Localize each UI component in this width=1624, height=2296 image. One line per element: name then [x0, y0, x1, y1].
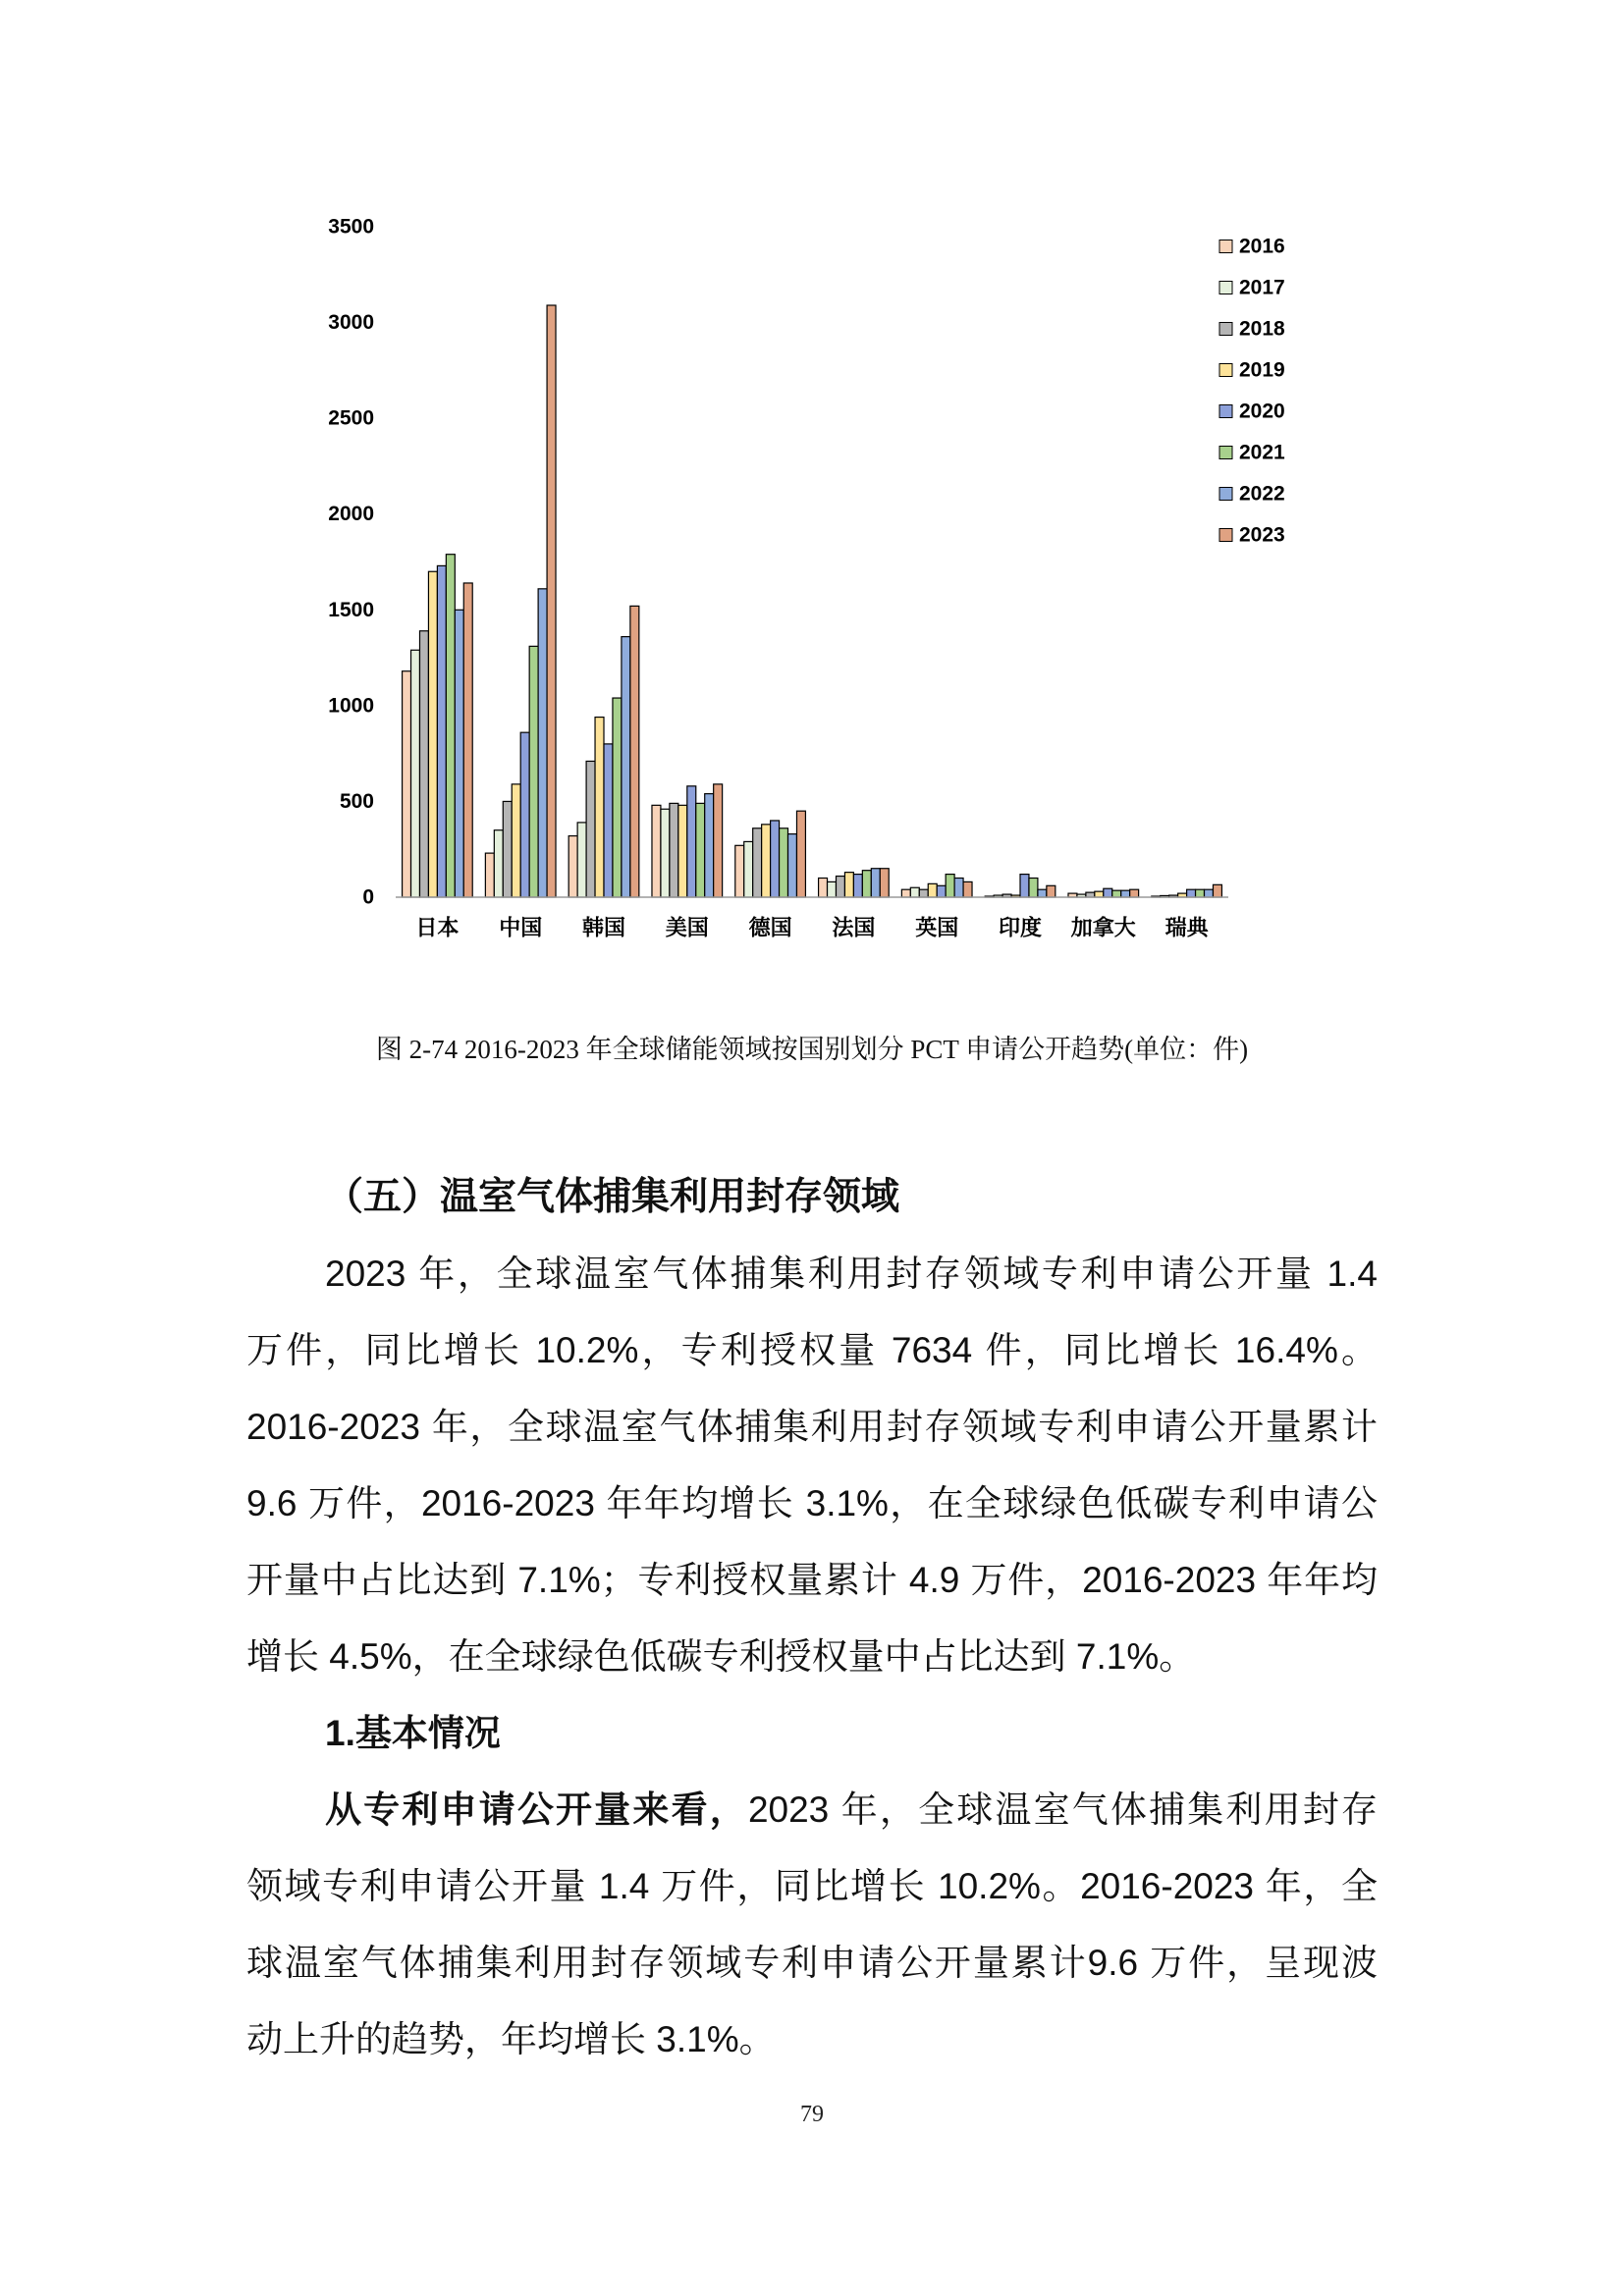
- x-category-label: 韩国: [581, 915, 626, 940]
- bar-1-2018: [503, 801, 512, 897]
- bar-5-2016: [819, 878, 828, 897]
- x-category-label: 英国: [915, 915, 959, 940]
- bar-9-2023: [1213, 884, 1221, 897]
- x-category-label: 印度: [998, 915, 1043, 940]
- x-category-label: 法国: [832, 915, 876, 940]
- bar-3-2021: [696, 803, 705, 897]
- bar-5-2018: [836, 877, 844, 897]
- bar-8-2020: [1104, 888, 1112, 897]
- bar-1-2016: [485, 853, 494, 897]
- y-tick-label: 0: [362, 885, 374, 909]
- bar-1-2017: [494, 830, 503, 897]
- bar-3-2023: [714, 784, 723, 897]
- bar-6-2022: [954, 878, 963, 897]
- y-tick-label: 2000: [328, 503, 374, 526]
- bar-4-2018: [753, 828, 762, 897]
- bar-5-2023: [880, 869, 889, 897]
- y-tick-label: 3500: [328, 215, 374, 239]
- paragraph-1-line-3: 2016-2023 年，全球温室气体捕集利用封存领域专利申请公开量累计: [246, 1407, 1378, 1447]
- section-heading: （五）温室气体捕集利用封存领域: [325, 1176, 900, 1218]
- bar-3-2019: [678, 805, 687, 897]
- bar-4-2023: [796, 811, 805, 897]
- paragraph-2-line-1: [246, 1772, 1378, 1848]
- paragraph-1-line-5: 开量中占比达到 7.1%；专利授权量累计 4.9 万件，2016-2023 年年均: [246, 1560, 1378, 1600]
- bar-5-2021: [862, 871, 871, 897]
- bar-5-2022: [871, 869, 880, 897]
- bar-0-2019: [428, 571, 437, 897]
- bar-7-2022: [1038, 889, 1047, 897]
- y-tick-label: 3000: [328, 311, 374, 335]
- x-category-label: 日本: [415, 915, 460, 940]
- bar-5-2017: [828, 881, 837, 897]
- bar-8-2019: [1095, 891, 1104, 897]
- bar-1-2019: [512, 784, 520, 897]
- y-tick-label: 1500: [328, 598, 374, 621]
- bar-2-2023: [630, 606, 639, 897]
- y-axis-tick-labels: [328, 216, 374, 909]
- bar-2-2020: [604, 744, 613, 897]
- legend: [1219, 236, 1285, 547]
- paragraph-2-line-3: 球温室气体捕集利用封存领域专利申请公开量累计9.6 万件，呈现波: [246, 1943, 1378, 1983]
- paragraph-2-lead: 从专利申请公开量来看，: [325, 1789, 748, 1830]
- paragraph-2-line-1-text: 2023 年，全球温室气体捕集利用封存: [747, 1789, 1379, 1830]
- bar-4-2020: [771, 821, 780, 897]
- bar-4-2021: [780, 828, 788, 897]
- bar-8-2022: [1121, 890, 1130, 897]
- x-category-label: 中国: [499, 915, 543, 940]
- paragraph-2-line-4: 动上升的趋势，年均增长 3.1%。: [246, 2019, 776, 2059]
- page-number: 79: [800, 2102, 824, 2127]
- legend-swatch-2016: [1219, 240, 1232, 253]
- bar-1-2023: [547, 305, 556, 897]
- bar-7-2021: [1029, 878, 1038, 897]
- bar-0-2021: [446, 555, 455, 897]
- x-category-label: 加拿大: [1070, 915, 1136, 940]
- bar-3-2020: [687, 786, 696, 897]
- bar-2-2021: [613, 698, 622, 897]
- bar-5-2019: [844, 873, 853, 897]
- bar-8-2021: [1112, 890, 1121, 897]
- legend-label-2018: 2018: [1239, 317, 1285, 341]
- bar-4-2019: [762, 825, 771, 897]
- body-text: [246, 1159, 1378, 2078]
- paragraph-1-line-4: 9.6 万件，2016-2023 年年均增长 3.1%，在全球绿色低碳专利申请公: [246, 1483, 1378, 1523]
- legend-swatch-2018: [1219, 323, 1232, 336]
- bar-4-2022: [788, 834, 797, 897]
- legend-swatch-2021: [1219, 447, 1232, 459]
- bar-6-2017: [910, 887, 919, 897]
- y-tick-label: 1000: [328, 694, 374, 718]
- legend-swatch-2023: [1219, 529, 1232, 542]
- bar-9-2020: [1187, 889, 1196, 897]
- bar-1-2021: [529, 646, 538, 897]
- bar-0-2023: [463, 583, 472, 897]
- bar-6-2018: [919, 889, 928, 897]
- bar-1-2020: [520, 732, 529, 897]
- bar-6-2016: [901, 889, 910, 897]
- bar-9-2022: [1205, 889, 1214, 897]
- bar-3-2017: [661, 809, 670, 897]
- bar-2-2022: [622, 637, 630, 897]
- paragraph-1-line-6: 增长 4.5%，在全球绿色低碳专利授权量中占比达到 7.1%。: [246, 1636, 1196, 1677]
- bar-8-2023: [1130, 889, 1139, 897]
- x-category-label: 德国: [748, 915, 792, 940]
- bar-2-2019: [595, 718, 604, 897]
- bar-9-2021: [1196, 889, 1205, 897]
- legend-label-2017: 2017: [1239, 276, 1285, 299]
- y-tick-label: 500: [339, 789, 374, 813]
- legend-swatch-2019: [1219, 364, 1232, 377]
- legend-label-2020: 2020: [1239, 400, 1285, 423]
- bar-5-2020: [853, 875, 862, 897]
- bar-2-2017: [577, 823, 586, 897]
- bar-6-2020: [937, 885, 946, 897]
- bar-2-2018: [586, 761, 595, 897]
- x-category-label: 美国: [665, 915, 709, 940]
- x-category-label: 瑞典: [1164, 915, 1209, 940]
- bar-2-2016: [568, 836, 577, 897]
- y-tick-label: 2500: [328, 406, 374, 430]
- legend-label-2016: 2016: [1239, 235, 1285, 258]
- legend-swatch-2020: [1219, 405, 1232, 418]
- bar-3-2022: [705, 794, 714, 897]
- bar-0-2020: [437, 565, 446, 897]
- bar-3-2018: [670, 803, 678, 897]
- bar-0-2016: [403, 671, 411, 897]
- bar-7-2020: [1020, 875, 1029, 897]
- bar-4-2016: [735, 845, 744, 897]
- bar-6-2023: [963, 881, 972, 897]
- legend-label-2021: 2021: [1239, 441, 1285, 464]
- bar-6-2019: [928, 883, 937, 897]
- legend-swatch-2017: [1219, 282, 1232, 294]
- bar-4-2017: [744, 841, 753, 897]
- bar-1-2022: [538, 589, 547, 897]
- bar-7-2023: [1047, 885, 1056, 897]
- legend-swatch-2022: [1219, 488, 1232, 501]
- paragraph-2-line-2: 领域专利申请公开量 1.4 万件，同比增长 10.2%。2016-2023 年，全: [246, 1866, 1378, 1906]
- figure-caption: 图 2-74 2016-2023 年全球储能领域按国别划分 PCT 申请公开趋势(单位：件): [375, 1035, 1249, 1064]
- bar-6-2021: [946, 875, 954, 897]
- paragraph-1-line-1: 2023 年，全球温室气体捕集利用封存领域专利申请公开量 1.4: [325, 1254, 1378, 1294]
- bar-0-2018: [419, 631, 428, 897]
- bar-0-2022: [455, 610, 463, 897]
- bar-3-2016: [652, 805, 661, 897]
- paragraph-1-line-2: 万件，同比增长 10.2%，专利授权量 7634 件，同比增长 16.4%。: [246, 1330, 1378, 1370]
- bar-chart: [0, 0, 1624, 982]
- bar-0-2017: [411, 650, 420, 897]
- bars: [403, 305, 1222, 897]
- x-axis-category-labels: [415, 916, 1209, 940]
- legend-label-2019: 2019: [1239, 358, 1285, 382]
- legend-label-2022: 2022: [1239, 482, 1285, 506]
- subheading: 1.基本情况: [325, 1713, 501, 1753]
- legend-label-2023: 2023: [1239, 523, 1285, 547]
